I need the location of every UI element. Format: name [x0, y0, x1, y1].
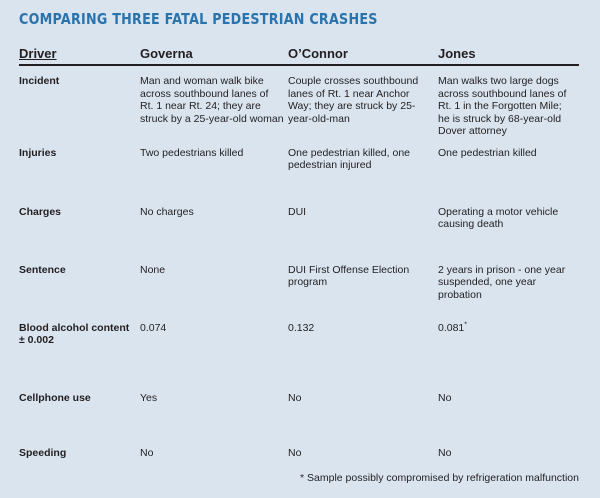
cell-jones: No [438, 391, 452, 404]
cell-jones: Operating a motor vehicle causing death [438, 205, 559, 230]
cell-governa: Man and woman walk bike across southbound lanes of Rt. 1 near Rt. 24; they are struck by a 25-year-old woman [140, 75, 284, 125]
cell-governa: None [140, 263, 166, 276]
row-label: Charges [19, 205, 62, 218]
cell-oconnor: No [288, 391, 302, 404]
cell-governa: Two pedestrians killed [140, 146, 244, 159]
column-header-jones: Jones [438, 46, 476, 61]
cell-jones [438, 313, 579, 383]
cell-jones: No [438, 446, 452, 459]
cell-jones-value: 0.081 [438, 321, 465, 334]
cell-governa: 0.074 [140, 321, 167, 334]
table-row [19, 65, 579, 138]
table-row [19, 313, 579, 383]
footnote: * Sample possibly compromised by refrigeration malfunction [300, 472, 579, 484]
table-row [19, 438, 579, 471]
cell-oconnor: DUI [288, 205, 307, 218]
row-label: Sentence [19, 263, 66, 276]
row-label: Blood alcohol content ± 0.002 [19, 321, 130, 346]
cell-jones: 2 years in prison - one year suspended, one year probation [438, 263, 566, 301]
table-header-row [19, 44, 579, 65]
cell-jones: One pedestrian killed [438, 146, 537, 159]
cell-jones: Man walks two large dogs across southbound lanes of Rt. 1 in the Forgotten Mile; he is struck by 68-year-old Dover attorney [438, 75, 567, 137]
cell-oconnor: Couple crosses southbound lanes of Rt. 1 near Anchor Way; they are struck by 25-year-old-man [288, 75, 419, 125]
row-label: Cellphone use [19, 391, 91, 404]
column-header-oconnor: O’Connor [288, 46, 348, 61]
table-row [19, 138, 579, 197]
footnote-marker: * [464, 321, 468, 328]
column-header-governa: Governa [140, 46, 193, 61]
table-row [19, 383, 579, 438]
cell-oconnor: One pedestrian killed, one pedestrian injured [288, 146, 410, 171]
cell-governa: No charges [140, 205, 194, 218]
row-label: Incident [19, 75, 60, 87]
page-title: COMPARING THREE FATAL PEDESTRIAN CRASHES [19, 10, 378, 28]
cell-oconnor: 0.132 [288, 321, 315, 334]
table-row [19, 197, 579, 255]
cell-oconnor: DUI First Offense Election program [288, 263, 410, 288]
table-row [19, 255, 579, 313]
row-label: Speeding [19, 446, 67, 459]
column-header-driver: Driver [19, 46, 57, 61]
cell-governa: No [140, 446, 154, 459]
cell-governa: Yes [140, 391, 158, 404]
cell-oconnor: No [288, 446, 302, 459]
comparison-table [19, 44, 579, 471]
row-label: Injuries [19, 146, 57, 159]
